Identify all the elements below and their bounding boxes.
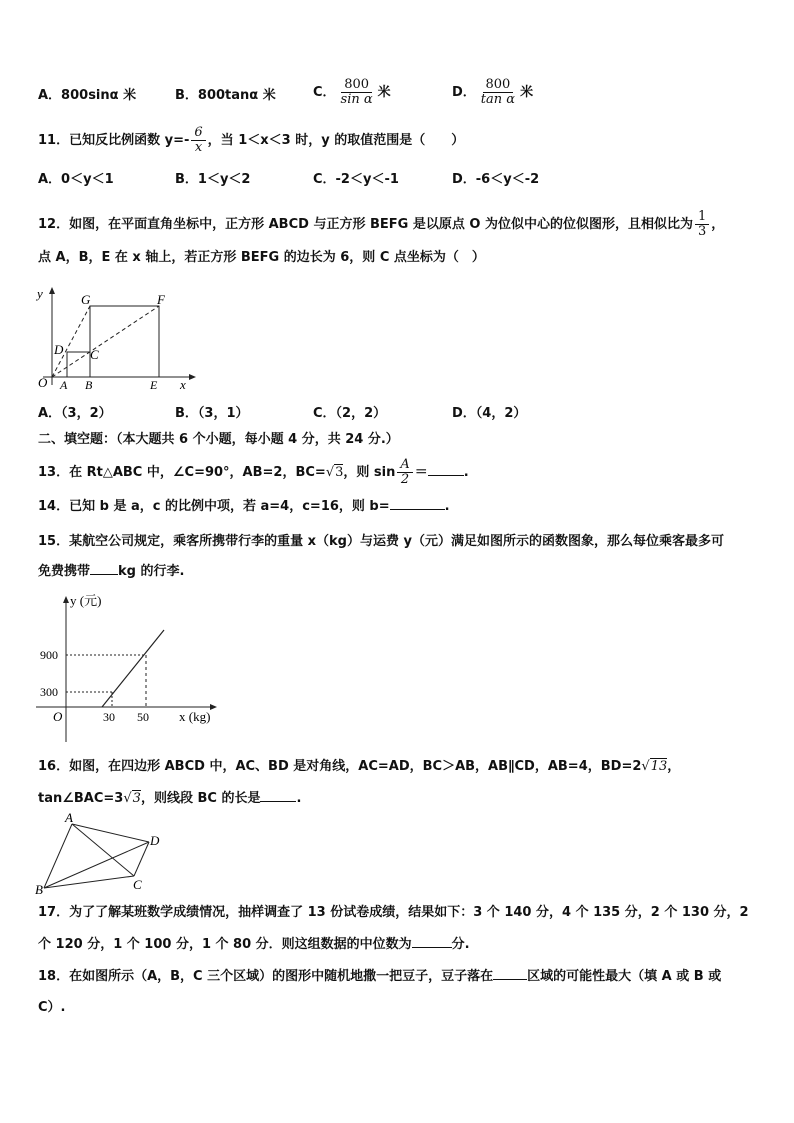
q13-stem-end: .: [463, 465, 469, 480]
q16-answer-blank[interactable]: [260, 801, 296, 802]
label-d: D: [54, 342, 64, 357]
q14-answer-blank[interactable]: [390, 509, 445, 510]
q17-stem-text: 个 120 分，1 个 100 分，1 个 80 分．则这组数据的中位数为: [38, 937, 412, 952]
q17-stem-line2: [38, 935, 470, 955]
q18-stem-line2: C）.: [38, 1000, 66, 1015]
q10-option-d-unit: 米: [520, 85, 534, 100]
q10-option-c-unit: 米: [377, 85, 391, 100]
q16-stem-text: tan∠BAC=3: [38, 791, 124, 806]
q13-sqrt-value: 3: [335, 465, 344, 480]
q10-option-b: B．800tanα 米: [175, 88, 276, 103]
function-line: [102, 630, 164, 707]
q12-option-a: A．（3，2）: [38, 406, 112, 421]
fraction-numerator: A: [397, 458, 412, 473]
tick-label-50: 50: [137, 710, 149, 724]
q13-stem-text: 13．在 Rt△ABC 中，∠C=90°，AB=2，BC=: [38, 465, 326, 480]
q10-option-d-label: D．: [452, 85, 476, 100]
q12-ratio-fraction: [695, 210, 709, 239]
tick-label-30: 30: [103, 710, 115, 724]
fraction-denominator: 2: [400, 472, 410, 487]
q11-stem: [38, 126, 464, 155]
q12-figure: [30, 282, 200, 394]
label-g: G: [81, 292, 91, 307]
q16-sqrt-bd: 13: [650, 759, 668, 774]
fraction-denominator: 3: [697, 224, 707, 239]
q18-stem-text-end: 区域的可能性最大（填 A 或 B 或: [527, 969, 722, 984]
q10-option-d-fraction: [478, 78, 518, 107]
q11-option-b: B．1＜y＜2: [175, 172, 251, 187]
sqrt-icon: √: [325, 465, 335, 480]
q13-fraction: [397, 458, 412, 487]
x-axis-arrow-icon: [210, 704, 217, 710]
q14-stem: [38, 497, 450, 517]
y-axis-arrow-icon: [63, 596, 69, 603]
q11-stem-text: 11．已知反比例函数 y=-: [38, 133, 190, 148]
q11-stem-text-end: ，当 1＜x＜3 时，y 的取值范围是（ ）: [207, 133, 465, 148]
q16-figure: [34, 812, 168, 896]
segment-ad: [72, 824, 149, 842]
q16-stem-text-end: ，则线段 BC 的长是: [140, 791, 261, 806]
label-b: B: [85, 378, 93, 392]
label-f: F: [157, 292, 165, 307]
segment-ac: [72, 824, 134, 876]
label-e: E: [150, 378, 158, 392]
q15-answer-blank[interactable]: [90, 574, 118, 575]
q15-stem-line1: 15．某航空公司规定，乘客所携带行李的重量 x（kg）与运费 y（元）满足如图所示的函数图象，那么每位乘客最多可: [38, 534, 724, 549]
dashed-line-of: [52, 306, 159, 377]
q16-stem-text: 16．如图，在四边形 ABCD 中，AC、BD 是对角线，AC=AD，BC＞AB，AB∥CD，AB=4，BD=2: [38, 759, 642, 774]
q13-stem: [38, 458, 469, 487]
q10-option-c: [313, 78, 391, 107]
q11-option-c: C．-2＜y＜-1: [313, 172, 399, 187]
q11-fraction: [191, 126, 205, 155]
label-x: x: [180, 377, 186, 392]
label-a: A: [65, 812, 73, 825]
q18-answer-blank[interactable]: [493, 979, 527, 980]
q17-stem-line1: 17．为了了解某班数学成绩情况，抽样调查了 13 份试卷成绩，结果如下：3 个 140 分，4 个 135 分，2 个 130 分，2: [38, 905, 749, 920]
y-axis-arrow-icon: [49, 287, 55, 294]
segment-ab: [44, 824, 72, 888]
q14-stem-text: 14．已知 b 是 a，c 的比例中项，若 a=4，c=16，则 b=: [38, 499, 390, 514]
fraction-denominator: x: [194, 140, 203, 155]
q13-answer-blank[interactable]: [428, 475, 464, 476]
label-a: A: [60, 378, 68, 392]
square-befg: [90, 306, 159, 377]
q16-stem-line1: [38, 757, 680, 777]
tick-label-300: 300: [40, 685, 58, 699]
q11-option-a: A．0＜y＜1: [38, 172, 114, 187]
q12-option-b: B．（3，1）: [175, 406, 249, 421]
q12-stem-comma: ，: [711, 217, 725, 232]
q12-stem-line2: 点 A，B，E 在 x 轴上，若正方形 BEFG 的边长为 6，则 C 点坐标为（ ）: [38, 250, 485, 265]
fraction-numerator: 1: [695, 210, 709, 225]
q11-option-d: D．-6＜y＜-2: [452, 172, 540, 187]
q15-stem-text: 免费携带: [38, 564, 91, 579]
q16-stem-end: .: [296, 791, 302, 806]
q15-graph: [36, 590, 218, 744]
label-y: y: [37, 286, 43, 301]
q12-stem-line1: [38, 210, 724, 239]
q15-stem-line2: [38, 562, 184, 582]
q10-option-c-label: C．: [313, 85, 336, 100]
fraction-denominator: sin α: [340, 92, 373, 107]
x-axis-arrow-icon: [189, 374, 196, 380]
q17-answer-blank[interactable]: [412, 947, 452, 948]
q10-option-c-fraction: [338, 78, 376, 107]
q18-stem-line1: [38, 967, 721, 987]
q12-option-d: D．（4，2）: [452, 406, 527, 421]
fraction-numerator: 800: [483, 78, 514, 93]
x-axis-label: x (kg): [179, 709, 211, 724]
q14-stem-end: .: [444, 499, 450, 514]
q16-stem-line2: [38, 789, 301, 809]
q12-option-c: C．（2，2）: [313, 406, 387, 421]
tick-label-900: 900: [40, 648, 58, 662]
q13-stem-equals: ＝: [414, 465, 428, 480]
origin-label: O: [53, 709, 63, 724]
label-c: C: [90, 347, 99, 362]
sqrt-icon: √: [641, 759, 650, 774]
q10-option-a: A．800sinα 米: [38, 88, 137, 103]
label-b: B: [35, 882, 43, 896]
fraction-numerator: 6: [191, 126, 205, 141]
q10-option-d: [452, 78, 533, 107]
label-d: D: [150, 833, 160, 848]
q18-stem-text: 18．在如图所示（A，B，C 三个区域）的图形中随机地撒一把豆子，豆子落在: [38, 969, 494, 984]
label-o: O: [38, 375, 48, 390]
fraction-numerator: 800: [341, 78, 372, 93]
q15-stem-end: kg 的行李.: [118, 564, 185, 579]
q17-stem-end: 分.: [451, 937, 470, 952]
q13-stem-mid: ，则 sin: [343, 465, 396, 480]
fraction-denominator: tan α: [480, 92, 516, 107]
q16-sqrt-tan: 3: [132, 791, 141, 806]
label-c: C: [133, 877, 142, 892]
sqrt-icon: √: [123, 791, 132, 806]
y-axis-label: y (元): [70, 593, 102, 608]
q16-stem-comma: ，: [667, 759, 681, 774]
q12-stem-text: 12．如图，在平面直角坐标中，正方形 ABCD 与正方形 BEFG 是以原点 O 为位似中心的位似图形，且相似比为: [38, 217, 693, 232]
section-2-heading: 二、填空题：（本大题共 6 个小题，每小题 4 分，共 24 分.）: [38, 432, 399, 447]
